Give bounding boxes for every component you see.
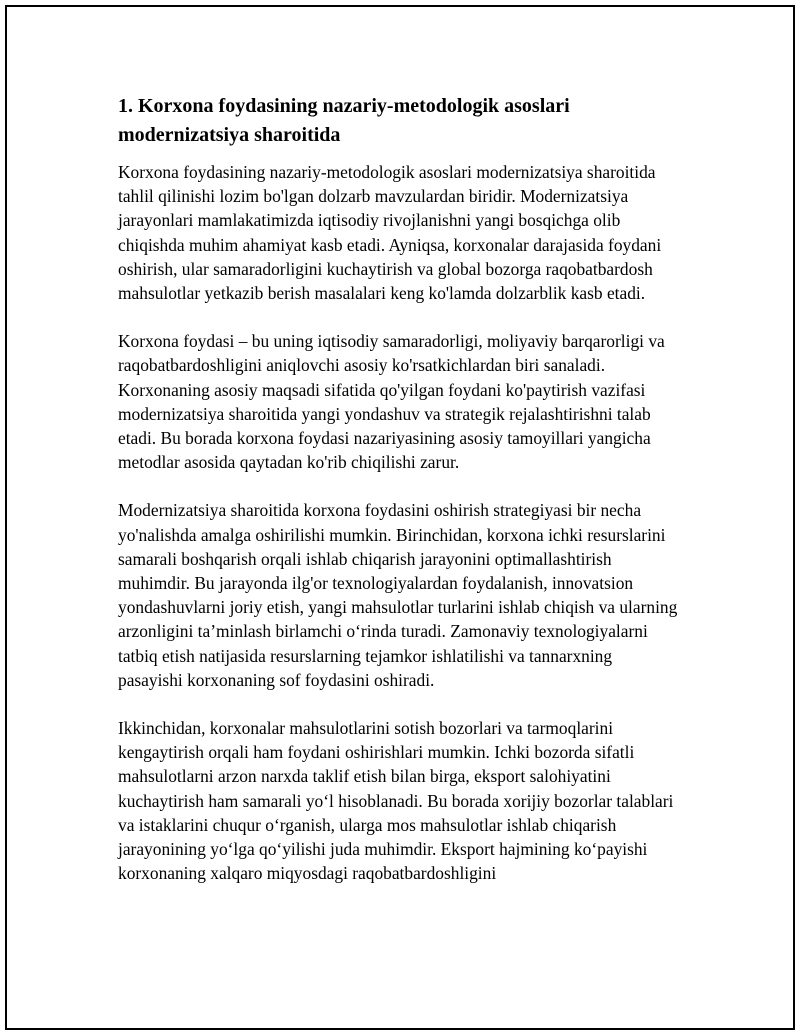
document-body xyxy=(118,92,678,909)
paragraph-1: Korxona foydasining nazariy-metodologik asoslari modernizatsiya sharoitida tahlil qilinishi lozim bo'lgan dolzarb mavzulardan biridir. Modernizatsiya jarayonlari mamlakatimizda iqtisodiy rivojlanishni yangi bosqichga olib chiqishda muhim ahamiyat kasb etadi. Ayniqsa, korxonalar darajasida foydani oshirish, ular samaradorligini kuchaytirish va global bozorga raqobatbardosh mahsulotlar yetkazib berish masalalari keng ko'lamda dolzarblik kasb etadi. xyxy=(118,162,662,304)
section-heading: 1. Korxona foydasining nazariy-metodologik asoslari modernizatsiya sharoitida xyxy=(118,95,570,146)
paragraph-2: Korxona foydasi – bu uning iqtisodiy samaradorligi, moliyaviy barqarorligi va raqobatbardoshligini aniqlovchi asosiy ko'rsatkichlardan biri sanaladi. Korxonaning asosiy maqsadi sifatida qo'yilgan foydani ko'paytirish vazifasi modernizatsiya sharoitida yangi yondashuv va strategik rejalashtirishni talab etadi. Bu borada korxona foydasi nazariyasining asosiy tamoyillari yangicha metodlar asosida qaytadan ko'rib chiqilishi zarur. xyxy=(118,331,665,473)
paragraph-4: Ikkinchidan, korxonalar mahsulotlarini sotish bozorlari va tarmoqlarini kengaytirish orqali ham foydani oshirishlari mumkin. Ichki bozorda sifatli mahsulotlarni arzon narxda taklif etish bilan birga, eksport salohiyatini kuchaytirish ham samarali yo‘l hisoblanadi. Bu borada xorijiy bozorlar talablari va istaklarini chuqur o‘rganish, ularga mos mahsulotlar ishlab chiqarish jarayonining yo‘lga qo‘yilishi juda muhimdir. Eksport hajmining ko‘payishi korxonaning xalqaro miqyosdagi raqobatbardoshligini xyxy=(118,718,674,884)
paragraph-3: Modernizatsiya sharoitida korxona foydasini oshirish strategiyasi bir necha yo'nalishda amalga oshirilishi mumkin. Birinchidan, korxona ichki resurslarini samarali boshqarish orqali ishlab chiqarish jarayonini optimallashtirish muhimdir. Bu jarayonda ilg'or texnologiyalardan foydalanish, innovatsion yondashuvlarni joriy etish, yangi mahsulotlar turlarini ishlab chiqish va ularning arzonligini ta’minlash birlamchi o‘rinda turadi. Zamonaviy texnologiyalarni tatbiq etish natijasida resurslarning tejamkor ishlatilishi va tannarxning pasayishi korxonaning sof foydasini oshiradi. xyxy=(118,500,678,690)
